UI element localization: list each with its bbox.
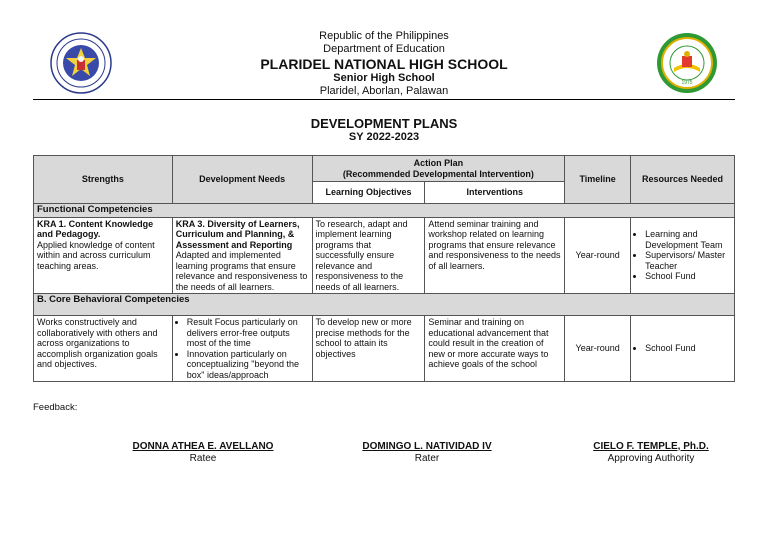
learning-objective-cell: To develop new or more precise methods for the school to attain its objectives — [312, 316, 425, 382]
school-level: Senior High School — [333, 72, 435, 84]
timeline-cell: Year-round — [565, 217, 631, 294]
resources-cell — [631, 217, 735, 294]
department-line: Department of Education — [323, 43, 445, 55]
school-seal-year: 1975 — [681, 80, 693, 86]
learning-objective-cell: To research, adapt and implement learning programs that successfully ensure relevance and responsiveness to the needs of all learners. — [312, 217, 425, 294]
school-address: Plaridel, Aborlan, Palawan — [319, 85, 449, 97]
need-description: Adapted and implemented learning programs that ensure relevance and responsiveness to the needs of all learners. — [175, 250, 308, 292]
signatory-role: Approving Authority — [607, 453, 695, 464]
resource-item: • Learning and Development Team — [645, 229, 731, 250]
feedback-label: Feedback: — [33, 402, 78, 413]
intervention-cell: Seminar and training on educational advancement that could result in the creation of new or more accurate ways to achieve goals of the school — [425, 316, 565, 382]
action-plan-label: Action Plan — [413, 158, 464, 168]
signatory-role: Rater — [414, 453, 440, 464]
title-main: DEVELOPMENT PLANS — [310, 116, 458, 131]
signatory-name: DONNA ATHEA E. AVELLANO — [132, 441, 274, 452]
header-learning-objectives: Learning Objectives — [312, 182, 425, 204]
intervention-cell: Attend seminar training and workshop related on learning programs that ensure relevance and responsiveness to the needs of all learners. — [425, 217, 565, 294]
strength-cell — [34, 217, 173, 294]
resources-cell — [631, 316, 735, 382]
header-timeline: Timeline — [565, 156, 631, 204]
strength-description: Applied knowledge of content within and across curriculum teaching areas. — [37, 239, 155, 271]
need-item: • Result Focus particularly on delivers error-free outputs most of the time — [187, 317, 309, 349]
letterhead — [0, 30, 768, 98]
republic-line: Republic of the Philippines — [319, 30, 449, 42]
signatory-name: DOMINGO L. NATIVIDAD IV — [362, 441, 492, 452]
need-kra-title: KRA 3. Diversity of Learners, Curriculum and Planning, & Assessment and Reporting — [175, 218, 300, 250]
action-plan-sublabel: (Recommended Developmental Intervention) — [342, 168, 534, 179]
resource-item: • School Fund — [645, 343, 731, 354]
strength-kra-title: KRA 1. Content Knowledge and Pedagogy. — [37, 218, 154, 239]
signatory-approving-authority — [566, 441, 736, 465]
signatory-rater — [342, 441, 512, 465]
resource-item: • Supervisors/ Master Teacher — [645, 250, 731, 271]
header-strengths: Strengths — [34, 156, 173, 204]
title-school-year: SY 2022-2023 — [348, 131, 420, 143]
need-item: • Innovation particularly on conceptualizing "beyond the box" ideas/approach — [187, 349, 309, 381]
header-interventions: Interventions — [425, 182, 565, 204]
signatory-role: Ratee — [189, 453, 217, 464]
development-need-cell — [172, 316, 312, 382]
signatory-name: CIELO F. TEMPLE, Ph.D. — [593, 441, 709, 452]
school-name: PLARIDEL NATIONAL HIGH SCHOOL — [260, 56, 508, 72]
section-functional-competencies: Functional Competencies — [34, 204, 735, 218]
header-development-needs: Development Needs — [172, 156, 312, 204]
timeline-cell: Year-round — [565, 316, 631, 382]
section-core-behavioral-competencies: B. Core Behavioral Competencies — [34, 294, 735, 316]
table-row — [34, 316, 735, 382]
header-action-plan — [312, 156, 565, 182]
strength-cell: Works constructively and collaboratively with others and across organizations to accomplish organization goals and objectives. — [34, 316, 173, 382]
development-plan-table — [33, 155, 735, 382]
development-need-cell — [172, 217, 312, 294]
resource-item: • School Fund — [645, 271, 731, 282]
header-resources: Resources Needed — [631, 156, 735, 204]
header-divider — [33, 99, 735, 100]
document-title — [0, 116, 768, 144]
signatory-ratee — [118, 441, 288, 465]
table-row — [34, 217, 735, 294]
